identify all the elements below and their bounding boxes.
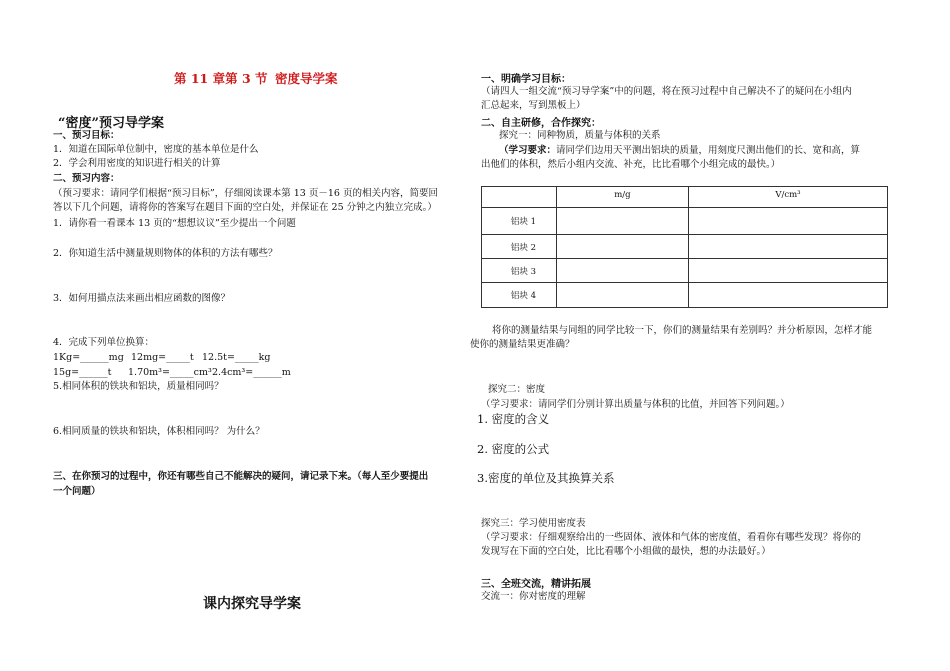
explore-2-requirement: （学习要求：请同学们分别计算出质量与体积的比值，并回答下列问题。） — [481, 399, 790, 410]
question-6: 6.相同质量的铁块和铝块，体积相同吗？ 为什么？ — [53, 426, 265, 437]
conversion-blank[interactable]: 1Kg=______mg — [53, 352, 124, 363]
conversion-blank[interactable]: 1.70m³=_____cm³ — [128, 367, 212, 378]
table-row — [482, 235, 888, 259]
requirement-text: 答以下几个问题，请将你的答案写在题目下面的空白处，并保证在 25 分钟之内独立完成。） — [53, 202, 437, 213]
content-heading: 二、预习内容： — [53, 173, 120, 184]
conversion-blank[interactable]: 2.4cm³=______m — [212, 367, 291, 378]
table-header-row — [482, 187, 888, 208]
explore-3-requirement: （学习要求：仔细观察给出的一些固体、液体和气体的密度值，看看你有哪些发现？将你的 — [481, 532, 862, 543]
preview-title: “密度”预习导学案 — [58, 116, 164, 131]
table-cell[interactable] — [688, 283, 887, 308]
table-header-cell: V/cm³ — [688, 187, 887, 208]
class-inquiry-title: 课内探究导学案 — [203, 596, 301, 612]
table-row — [482, 208, 888, 235]
table-cell[interactable] — [688, 208, 887, 235]
requirement-label: （学习要求： — [499, 145, 557, 156]
goals-heading: 一、预习目标： — [53, 130, 120, 141]
row-label: 铝块 4 — [482, 283, 557, 308]
section-3-heading: 三、全班交流，精讲拓展 — [481, 579, 591, 590]
table-cell[interactable] — [557, 208, 689, 235]
explore-1-requirement: 出他们的体积，然后小组内交流、补充，比比看哪个小组完成的最快。） — [481, 159, 781, 170]
table-cell[interactable] — [688, 235, 887, 259]
table-header-cell — [482, 187, 557, 208]
density-item-2: 2. 密度的公式 — [477, 442, 550, 456]
question-2: 2．你知道生活中测量规则物体的体积的方法有哪些？ — [53, 248, 278, 259]
table-cell[interactable] — [688, 259, 887, 283]
conversion-blank[interactable]: 15g=______t — [53, 367, 112, 378]
compare-question: 将你的测量结果与同组的同学比较一下，你们的测量结果有差别吗？并分析原因，怎样才能 — [492, 325, 873, 336]
chapter-title: 第 11 章第 3 节 — [174, 71, 268, 86]
table-row — [482, 259, 888, 283]
density-item-1: 1. 密度的含义 — [477, 412, 550, 426]
section-1-heading: 一、明确学习目标： — [481, 74, 571, 85]
section-2-heading: 二、自主研修，合作探究： — [481, 118, 601, 129]
exchange-1: 交流一：你对密度的理解 — [481, 591, 586, 602]
question-5: 5.相同体积的铁块和铝块，质量相同吗？ — [53, 381, 224, 392]
explore-2-title: 探究二：密度 — [488, 384, 546, 395]
table-header-cell: m/g — [557, 187, 689, 208]
question-1: 1．请你看一看课本 13 页的“想想议议”至少提出一个问题 — [53, 218, 296, 229]
question-3: 3．如何用描点法来画出相应函数的图像？ — [53, 293, 231, 304]
conversion-blank[interactable]: 12mg=_____t — [131, 352, 194, 363]
compare-question: 使你的测量结果更准确？ — [470, 339, 575, 350]
density-item-3: 3.密度的单位及其换算关系 — [477, 471, 615, 485]
table-cell[interactable] — [557, 235, 689, 259]
conversion-blank[interactable]: 12.5t=_____kg — [202, 352, 271, 363]
measurement-table — [481, 186, 888, 308]
explore-3-title: 探究三：学习使用密度表 — [481, 518, 586, 529]
chapter-subtitle: 密度导学案 — [275, 71, 338, 86]
table-cell[interactable] — [557, 259, 689, 283]
question-4: 4．完成下列单位换算： — [53, 337, 155, 348]
section-3-question: 三、在你预习的过程中，你还有哪些自己不能解决的疑问，请记录下来。（每人至少要提出 — [53, 471, 429, 482]
requirement-text: 请同学们边用天平测出铝块的质量，用刻度尺测出他们的长、宽和高，算 — [556, 145, 861, 156]
row-label: 铝块 2 — [482, 235, 557, 259]
requirement-text: （预习要求：请同学们根据“预习目标”，仔细阅读课本第 13 页－16 页的相关内容，简要回 — [53, 188, 438, 199]
section-1-text: 汇总起来，写到黑板上） — [481, 100, 586, 111]
section-1-text: （请四人一组交流“预习导学案”中的问题，将在预习过程中自己解决不了的疑问在小组内 — [481, 86, 852, 97]
explore-1-title: 探究一：同种物质，质量与体积的关系 — [499, 130, 661, 141]
goal-item: 2．学会利用密度的知识进行相关的计算 — [53, 158, 221, 169]
section-3-question: 一个问题） — [53, 486, 101, 497]
explore-3-requirement: 发现写在下面的空白处，比比看哪个小组做的最快，想的办法最好。） — [481, 546, 771, 557]
table-row — [482, 283, 888, 308]
explore-1-requirement — [499, 144, 860, 157]
goal-item: 1．知道在国际单位制中，密度的基本单位是什么 — [53, 144, 259, 155]
row-label: 铝块 1 — [482, 208, 557, 235]
table-cell[interactable] — [557, 283, 689, 308]
row-label: 铝块 3 — [482, 259, 557, 283]
